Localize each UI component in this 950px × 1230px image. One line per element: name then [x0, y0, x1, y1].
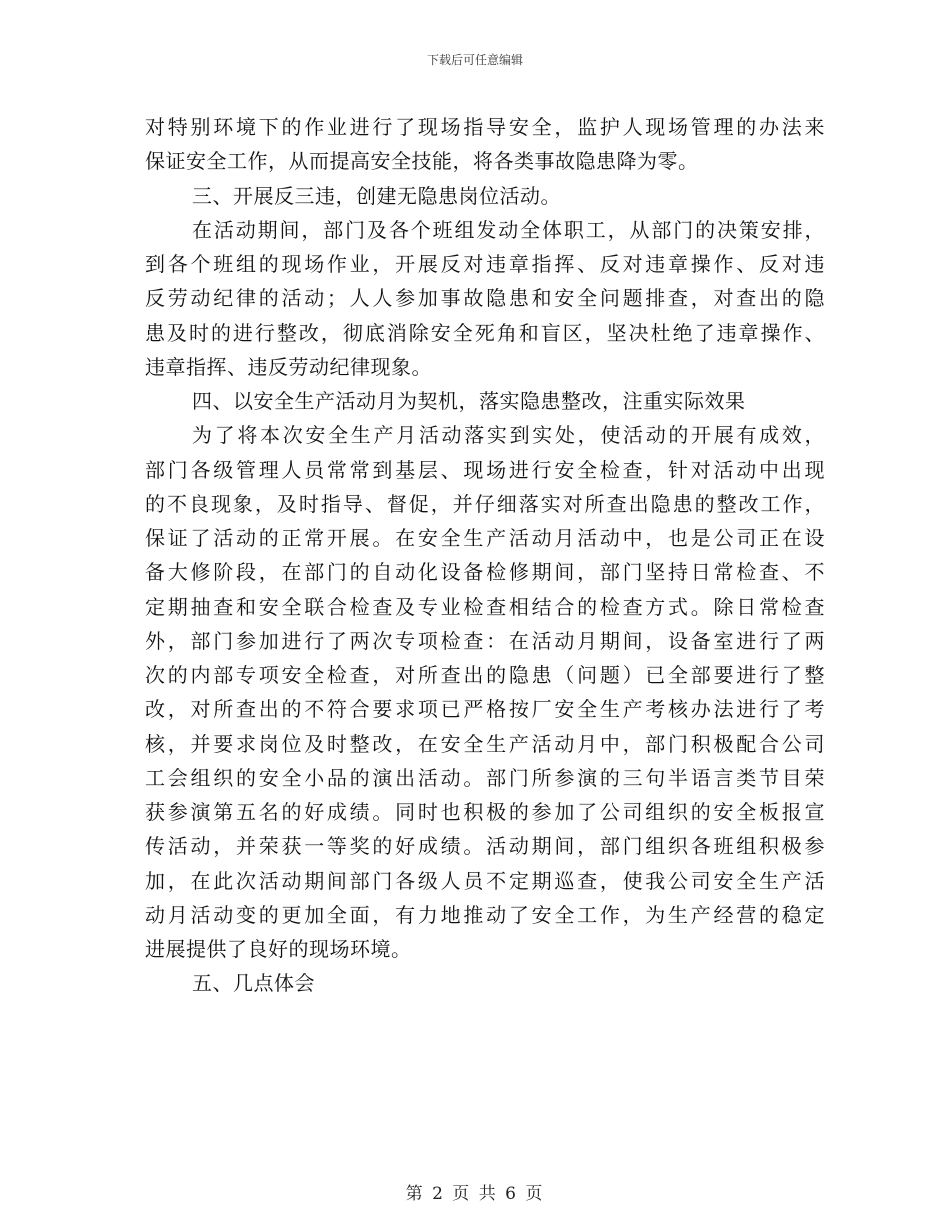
section-heading-5: 五、几点体会 [192, 971, 315, 996]
body-line: 加，在此次活动期间部门各级人员不定期巡查，使我公司安全生产活 [145, 868, 825, 893]
body-line: 传活动，并荣获一等奖的好成绩。活动期间，部门组织各班组积极参 [145, 834, 825, 859]
body-line: 保证了活动的正常开展。在安全生产活动月活动中，也是公司正在设 [145, 526, 825, 550]
body-line: 动月活动变的更加全面，有力地推动了安全工作，为生产经营的稳定 [145, 902, 825, 927]
body-line: 对特别环境下的作业进行了现场指导安全，监护人现场管理的办法来 [145, 115, 825, 139]
body-line: 次的内部专项安全检查，对所查出的隐患（问题）已全部要进行了整 [145, 663, 825, 687]
body-line: 违章指挥、违反劳动纪律现象。 [145, 354, 432, 379]
body-line: 改，对所查出的不符合要求项已严格按厂安全生产考核办法进行了考 [145, 697, 825, 722]
section-heading-4: 四、以安全生产活动月为契机，落实隐患整改，注重实际效果 [192, 389, 746, 413]
body-line: 备大修阶段，在部门的自动化设备检修期间，部门坚持日常检查、不 [145, 560, 825, 585]
body-line: 定期抽查和安全联合检查及专业检查相结合的检查方式。除日常检查 [145, 594, 825, 619]
body-line: 进展提供了良好的现场环境。 [145, 937, 412, 961]
body-line: 外，部门参加进行了两次专项检查：在活动月期间，设备室进行了两 [145, 628, 825, 653]
body-line: 获参演第五名的好成绩。同时也积极的参加了公司组织的安全板报宣 [145, 800, 825, 824]
body-line: 患及时的进行整改，彻底消除安全死角和盲区，坚决杜绝了违章操作、 [145, 320, 825, 345]
body-line: 工会组织的安全小品的演出活动。部门所参演的三句半语言类节目荣 [145, 765, 825, 790]
body-line: 保证安全工作，从而提高安全技能，将各类事故隐患降为零。 [145, 149, 699, 174]
section-heading-3: 三、开展反三违，创建无隐患岗位活动。 [192, 183, 561, 208]
body-line: 在活动期间，部门及各个班组发动全体职工，从部门的决策安排， [192, 217, 825, 242]
body-line: 为了将本次安全生产月活动落实到实处，使活动的开展有成效， [192, 423, 825, 448]
body-line: 核，并要求岗位及时整改，在安全生产活动月中，部门积极配合公司 [145, 731, 825, 756]
page-header: 下载后可任意编辑 [426, 53, 523, 67]
body-line: 部门各级管理人员常常到基层、现场进行安全检查，针对活动中出现 [145, 457, 825, 482]
body-line: 反劳动纪律的活动；人人参加事故隐患和安全问题排查，对查出的隐 [145, 286, 825, 311]
body-line: 到各个班组的现场作业，开展反对违章指挥、反对违章操作、反对违 [145, 252, 825, 276]
page-number-footer: 第 2 页 共 6 页 [405, 1184, 545, 1204]
body-line: 的不良现象，及时指导、督促，并仔细落实对所查出隐患的整改工作， [145, 491, 825, 516]
document-body [145, 110, 825, 1001]
